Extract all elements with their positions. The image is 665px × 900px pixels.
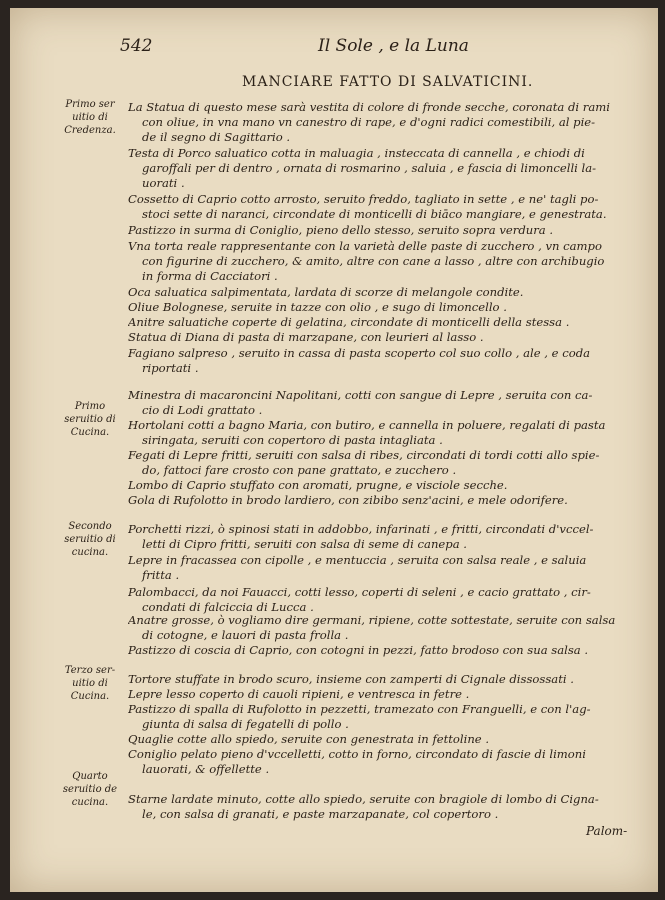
entry-line: le, con salsa di granati, e paste marzapanate, col copertoro . <box>142 807 499 821</box>
entry-line: Hortolani cotti a bagno Maria, con butiro, e cannella in poluere, regalati di pasta <box>128 418 606 432</box>
entry-line: Anitre saluatiche coperte di gelatina, circondate di monticelli della stessa . <box>128 315 570 329</box>
menu-entry <box>128 732 656 747</box>
menu-entry <box>128 747 656 777</box>
margin-note-line: Terzo ser- <box>64 665 116 676</box>
entry-line: siringata, seruiti con copertoro di pasta intagliata . <box>142 433 443 447</box>
margin-note-line: seruitio de <box>62 784 118 795</box>
menu-entry <box>128 346 656 376</box>
menu-entry <box>128 478 656 493</box>
menu-entry <box>128 585 656 615</box>
entry-line: Minestra di macaroncini Napolitani, cotti con sangue di Lepre , seruita con ca- <box>128 388 593 402</box>
entry-line: Coniglio pelato pieno d'vccelletti, cotto in forno, circondato di fascie di limoni <box>128 747 586 761</box>
margin-note-line: uitio di <box>72 678 108 689</box>
menu-entry <box>128 493 656 508</box>
menu-entry <box>128 146 656 191</box>
menu-entry <box>128 702 656 732</box>
margin-note-line: Primo <box>74 401 106 412</box>
catchword: Palom- <box>586 824 628 838</box>
menu-entry <box>128 330 656 345</box>
entry-line: Fegati di Lepre fritti, seruiti con salsa di ribes, circondati di tordi cotti allo spie- <box>128 448 600 462</box>
entry-line: Statua di Diana di pasta di marzapane, con leurieri al lasso . <box>128 330 484 344</box>
menu-entry <box>128 672 656 687</box>
menu-entry <box>128 239 656 284</box>
menu-entry <box>128 285 656 300</box>
entry-line: Porchetti rizzi, ò spinosi stati in addobbo, infarinati , e fritti, circondati d'vccel- <box>128 522 594 536</box>
entry-line: La Statua di questo mese sarà vestita di colore di fronde secche, coronata di rami <box>128 100 610 114</box>
margin-note-line: Quarto <box>72 771 108 782</box>
menu-entry <box>128 553 656 583</box>
margin-note-line: seruitio di <box>64 414 116 425</box>
margin-note-line: Credenza. <box>64 125 116 136</box>
book-page <box>10 8 658 892</box>
entry-line: Palombacci, da noi Fauacci, cotti lesso, coperti di seleni , e cacio grattato , cir- <box>128 585 591 599</box>
entry-line: do, fattoci fare crosto con pane grattato, e zucchero . <box>142 463 457 477</box>
entry-line: de il segno di Sagittario . <box>142 130 291 144</box>
menu-entry <box>128 792 656 822</box>
entry-line: Lepre lesso coperto di cauoli ripieni, e ventresca in fetre . <box>128 687 470 701</box>
entry-line: Anatre grosse, ò vogliamo dire germani, ripiene, cotte sottestate, seruite con salsa <box>128 613 616 627</box>
entry-line: in forma di Cacciatori . <box>142 269 278 283</box>
running-title: Il Sole , e la Luna <box>318 36 469 56</box>
entry-line: Lepre in fracassea con cipolle , e mentuccia , seruita con salsa reale , e saluia <box>128 553 587 567</box>
entry-line: cio di Lodi grattato . <box>142 403 263 417</box>
entry-line: giunta di salsa di fegatelli di pollo . <box>142 717 349 731</box>
entry-line: Fagiano salpreso , seruito in cassa di pasta scoperto col suo collo , ale , e coda <box>128 346 591 360</box>
margin-note-line: Cucina. <box>70 427 110 438</box>
margin-note-terzo-cucina <box>54 664 126 703</box>
margin-note-line: Primo ser <box>65 99 115 110</box>
entry-line: riportati . <box>142 361 199 375</box>
entry-line: lauorati, & offellette . <box>142 762 270 776</box>
entry-line: Oliue Bolognese, seruite in tazze con olio , e sugo di limoncello . <box>128 300 507 314</box>
margin-note-primo-cucina <box>54 400 126 439</box>
menu-entry <box>128 522 656 552</box>
entry-line: uorati . <box>142 176 185 190</box>
page-header <box>120 36 660 60</box>
entry-line: garoffali per di dentro , ornata di rosmarino , saluia , e fascia di limoncelli la- <box>142 161 597 175</box>
section-title: MANCIARE FATTO DI SALVATICINI. <box>242 74 534 90</box>
menu-entry <box>128 300 656 315</box>
entry-line: Gola di Rufolotto in brodo lardiero, con zibibo senz'acini, e mele odorifere. <box>128 493 568 507</box>
entry-line: Starne lardate minuto, cotte allo spiedo, seruite con bragiole di lombo di Cigna- <box>128 792 599 806</box>
menu-entry <box>128 418 656 448</box>
entry-line: Lombo di Caprio stuffato con aromati, prugne, e visciole secche. <box>128 478 508 492</box>
entry-line: Pastizzo in surma di Coniglio, pieno dello stesso, seruito sopra verdura . <box>128 223 554 237</box>
entry-line: Vna torta reale rappresentante con la varietà delle paste di zucchero , vn campo <box>128 239 602 253</box>
entry-line: Pastizzo di coscia di Caprio, con cotogni in pezzi, fatto brodoso con sua salsa . <box>128 643 589 657</box>
entry-line: Pastizzo di spalla di Rufolotto in pezzetti, tramezato con Franguelli, e con l'ag- <box>128 702 591 716</box>
margin-note-secondo-cucina <box>54 520 126 559</box>
entry-line: Cossetto di Caprio cotto arrosto, seruito freddo, tagliato in sette , e ne' tagli po- <box>128 192 599 206</box>
menu-entry <box>128 448 656 478</box>
entry-line: con oliue, in vna mano vn canestro di rape, e d'ogni radici comestibili, al pie- <box>142 115 596 129</box>
entry-line: con figurine di zucchero, & amito, altre con cane a lasso , altre con archibugio <box>142 254 605 268</box>
entry-line: Testa di Porco saluatico cotta in maluagia , insteccata di cannella , e chiodi di <box>128 146 585 160</box>
menu-entry <box>128 388 656 418</box>
margin-note-quarto-cucina <box>54 770 126 809</box>
menu-entry <box>128 643 656 658</box>
margin-note-line: cucina. <box>71 547 109 558</box>
menu-entry <box>128 315 656 330</box>
entry-line: fritta . <box>142 568 180 582</box>
margin-note-line: uitio di <box>72 112 108 123</box>
menu-entry <box>128 223 656 238</box>
margin-note-line: seruitio di <box>64 534 116 545</box>
margin-note-primo-credenza <box>54 98 126 137</box>
menu-entry <box>128 613 656 643</box>
entry-line: Tortore stuffate in brodo scuro, insieme con zamperti di Cignale dissossati . <box>128 672 574 686</box>
margin-note-line: cucina. <box>71 797 109 808</box>
entry-line: di cotogne, e lauori di pasta frolla . <box>142 628 349 642</box>
entry-line: letti di Cipro fritti, seruiti con salsa di seme di canepa . <box>142 537 467 551</box>
entry-line: Oca saluatica salpimentata, lardata di scorze di melangole condite. <box>128 285 524 299</box>
entry-line: condati di falciccia di Lucca . <box>142 600 314 614</box>
menu-entry <box>128 687 656 702</box>
page-number: 542 <box>120 36 153 56</box>
menu-entry <box>128 192 656 222</box>
menu-entry <box>128 100 656 145</box>
margin-note-line: Secondo <box>68 521 112 532</box>
entry-line: stoci sette di naranci, circondate di monticelli di biāco mangiare, e genestrata. <box>142 207 607 221</box>
margin-note-line: Cucina. <box>70 691 110 702</box>
entry-line: Quaglie cotte allo spiedo, seruite con genestrata in fettoline . <box>128 732 490 746</box>
